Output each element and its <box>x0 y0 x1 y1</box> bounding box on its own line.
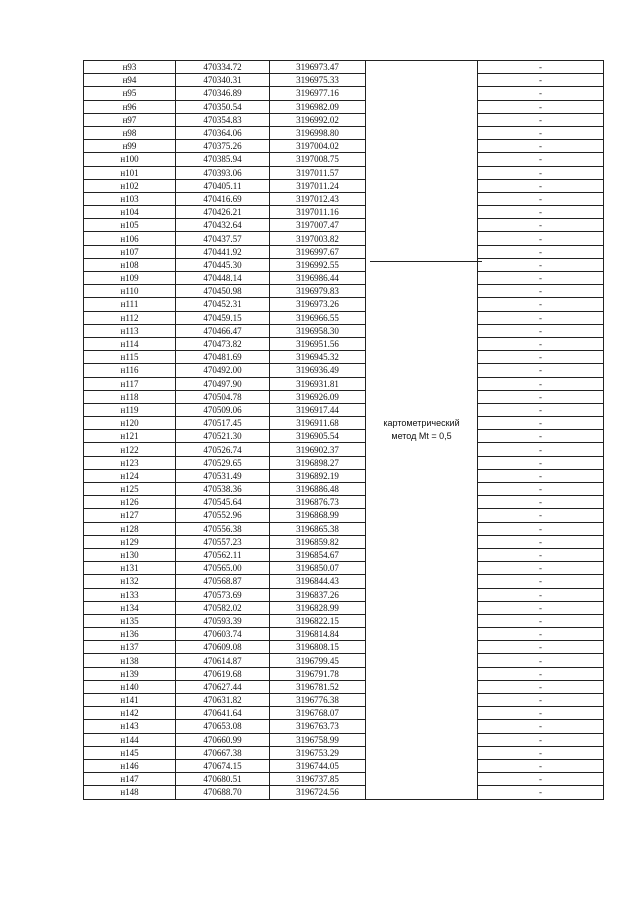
x-coordinate-cell: 470473.82 <box>176 337 270 350</box>
y-coordinate-cell: 3196799.45 <box>270 654 366 667</box>
x-coordinate-cell: 470573.69 <box>176 588 270 601</box>
point-number-cell: н124 <box>84 469 176 482</box>
description-cell: - <box>478 483 604 496</box>
y-coordinate-cell: 3196975.33 <box>270 74 366 87</box>
x-coordinate-cell: 470660.99 <box>176 733 270 746</box>
description-cell: - <box>478 667 604 680</box>
point-number-cell: н97 <box>84 113 176 126</box>
table-row <box>84 535 604 548</box>
y-coordinate-cell: 3196911.68 <box>270 417 366 430</box>
y-coordinate-cell: 3196808.15 <box>270 641 366 654</box>
y-coordinate-cell: 3196781.52 <box>270 680 366 693</box>
x-coordinate-cell: 470521.30 <box>176 430 270 443</box>
table-row <box>84 258 604 271</box>
description-cell: - <box>478 140 604 153</box>
x-coordinate-cell: 470459.15 <box>176 311 270 324</box>
description-cell: - <box>478 680 604 693</box>
point-number-cell: н148 <box>84 786 176 799</box>
point-number-cell: н93 <box>84 61 176 74</box>
x-coordinate-cell: 470437.57 <box>176 232 270 245</box>
description-cell: - <box>478 628 604 641</box>
table-row <box>84 707 604 720</box>
description-cell: - <box>478 707 604 720</box>
y-coordinate-cell: 3196966.55 <box>270 311 366 324</box>
y-coordinate-cell: 3196931.81 <box>270 377 366 390</box>
x-coordinate-cell: 470426.21 <box>176 206 270 219</box>
point-number-cell: н107 <box>84 245 176 258</box>
point-number-cell: н128 <box>84 522 176 535</box>
x-coordinate-cell: 470526.74 <box>176 443 270 456</box>
point-number-cell: н127 <box>84 509 176 522</box>
point-number-cell: н122 <box>84 443 176 456</box>
point-number-cell: н129 <box>84 535 176 548</box>
y-coordinate-cell: 3196917.44 <box>270 403 366 416</box>
x-coordinate-cell: 470448.14 <box>176 272 270 285</box>
x-coordinate-cell: 470385.94 <box>176 153 270 166</box>
x-coordinate-cell: 470557.23 <box>176 535 270 548</box>
table-row <box>84 245 604 258</box>
x-coordinate-cell: 470614.87 <box>176 654 270 667</box>
table-row <box>84 601 604 614</box>
table-row <box>84 74 604 87</box>
y-coordinate-cell: 3196744.05 <box>270 759 366 772</box>
description-cell: - <box>478 535 604 548</box>
y-coordinate-cell: 3196979.83 <box>270 285 366 298</box>
description-cell: - <box>478 285 604 298</box>
y-coordinate-cell: 3196936.49 <box>270 364 366 377</box>
x-coordinate-cell: 470346.89 <box>176 87 270 100</box>
table-row <box>84 417 604 430</box>
x-coordinate-cell: 470593.39 <box>176 614 270 627</box>
y-coordinate-cell: 3196892.19 <box>270 469 366 482</box>
table-row <box>84 562 604 575</box>
point-number-cell: н143 <box>84 720 176 733</box>
y-coordinate-cell: 3196886.48 <box>270 483 366 496</box>
table-row <box>84 786 604 799</box>
method-text-line: метод Mt = 0,5 <box>391 430 452 441</box>
point-number-cell: н118 <box>84 390 176 403</box>
point-number-cell: н126 <box>84 496 176 509</box>
y-coordinate-cell: 3196844.43 <box>270 575 366 588</box>
point-number-cell: н133 <box>84 588 176 601</box>
point-number-cell: н114 <box>84 337 176 350</box>
table-row <box>84 351 604 364</box>
point-number-cell: н145 <box>84 746 176 759</box>
description-cell: - <box>478 126 604 139</box>
table-row <box>84 720 604 733</box>
y-coordinate-cell: 3196997.67 <box>270 245 366 258</box>
x-coordinate-cell: 470432.64 <box>176 219 270 232</box>
x-coordinate-cell: 470552.96 <box>176 509 270 522</box>
description-cell: - <box>478 390 604 403</box>
table-row <box>84 100 604 113</box>
y-coordinate-cell: 3196998.80 <box>270 126 366 139</box>
x-coordinate-cell: 470538.36 <box>176 483 270 496</box>
point-number-cell: н104 <box>84 206 176 219</box>
point-number-cell: н112 <box>84 311 176 324</box>
point-number-cell: н131 <box>84 562 176 575</box>
y-coordinate-cell: 3196986.44 <box>270 272 366 285</box>
x-coordinate-cell: 470609.08 <box>176 641 270 654</box>
description-cell: - <box>478 311 604 324</box>
y-coordinate-cell: 3197011.16 <box>270 206 366 219</box>
table-row <box>84 680 604 693</box>
point-number-cell: н106 <box>84 232 176 245</box>
coordinates-table <box>83 60 604 800</box>
point-number-cell: н119 <box>84 403 176 416</box>
y-coordinate-cell: 3197011.57 <box>270 166 366 179</box>
point-number-cell: н123 <box>84 456 176 469</box>
table-row <box>84 522 604 535</box>
table-row <box>84 746 604 759</box>
y-coordinate-cell: 3196973.26 <box>270 298 366 311</box>
x-coordinate-cell: 470517.45 <box>176 417 270 430</box>
point-number-cell: н137 <box>84 641 176 654</box>
point-number-cell: н134 <box>84 601 176 614</box>
description-cell: - <box>478 654 604 667</box>
y-coordinate-cell: 3196977.16 <box>270 87 366 100</box>
table-row <box>84 126 604 139</box>
point-number-cell: н121 <box>84 430 176 443</box>
description-cell: - <box>478 575 604 588</box>
description-cell: - <box>478 509 604 522</box>
x-coordinate-cell: 470492.00 <box>176 364 270 377</box>
x-coordinate-cell: 470497.90 <box>176 377 270 390</box>
y-coordinate-cell: 3196898.27 <box>270 456 366 469</box>
description-cell: - <box>478 179 604 192</box>
table-row <box>84 443 604 456</box>
description-cell: - <box>478 87 604 100</box>
description-cell: - <box>478 694 604 707</box>
description-cell: - <box>478 258 604 271</box>
description-cell: - <box>478 245 604 258</box>
method-cell-divider <box>370 261 482 262</box>
table-row <box>84 192 604 205</box>
y-coordinate-cell: 3196850.07 <box>270 562 366 575</box>
point-number-cell: н109 <box>84 272 176 285</box>
table-row <box>84 496 604 509</box>
y-coordinate-cell: 3196859.82 <box>270 535 366 548</box>
point-number-cell: н113 <box>84 324 176 337</box>
x-coordinate-cell: 470568.87 <box>176 575 270 588</box>
table-row <box>84 232 604 245</box>
point-number-cell: н141 <box>84 694 176 707</box>
table-row <box>84 179 604 192</box>
point-number-cell: н125 <box>84 483 176 496</box>
x-coordinate-cell: 470466.47 <box>176 324 270 337</box>
description-cell: - <box>478 562 604 575</box>
x-coordinate-cell: 470619.68 <box>176 667 270 680</box>
description-cell: - <box>478 443 604 456</box>
y-coordinate-cell: 3196768.07 <box>270 707 366 720</box>
description-cell: - <box>478 337 604 350</box>
table-row <box>84 694 604 707</box>
description-cell: - <box>478 377 604 390</box>
x-coordinate-cell: 470680.51 <box>176 773 270 786</box>
description-cell: - <box>478 324 604 337</box>
table-row <box>84 654 604 667</box>
table-row <box>84 588 604 601</box>
y-coordinate-cell: 3197011.24 <box>270 179 366 192</box>
x-coordinate-cell: 470641.64 <box>176 707 270 720</box>
x-coordinate-cell: 470545.64 <box>176 496 270 509</box>
table-row <box>84 140 604 153</box>
y-coordinate-cell: 3196758.99 <box>270 733 366 746</box>
x-coordinate-cell: 470405.11 <box>176 179 270 192</box>
description-cell: - <box>478 469 604 482</box>
y-coordinate-cell: 3197008.75 <box>270 153 366 166</box>
table-row <box>84 311 604 324</box>
table-row <box>84 166 604 179</box>
x-coordinate-cell: 470452.31 <box>176 298 270 311</box>
x-coordinate-cell: 470450.98 <box>176 285 270 298</box>
point-number-cell: н105 <box>84 219 176 232</box>
table-row <box>84 641 604 654</box>
y-coordinate-cell: 3196902.37 <box>270 443 366 456</box>
table-row <box>84 628 604 641</box>
point-number-cell: н101 <box>84 166 176 179</box>
description-cell: - <box>478 298 604 311</box>
table-row <box>84 298 604 311</box>
table-row <box>84 390 604 403</box>
y-coordinate-cell: 3196814.84 <box>270 628 366 641</box>
point-number-cell: н96 <box>84 100 176 113</box>
y-coordinate-cell: 3196982.09 <box>270 100 366 113</box>
point-number-cell: н117 <box>84 377 176 390</box>
x-coordinate-cell: 470509.06 <box>176 403 270 416</box>
description-cell: - <box>478 746 604 759</box>
x-coordinate-cell: 470556.38 <box>176 522 270 535</box>
table-row <box>84 324 604 337</box>
point-number-cell: н115 <box>84 351 176 364</box>
table-row <box>84 113 604 126</box>
x-coordinate-cell: 470416.69 <box>176 192 270 205</box>
y-coordinate-cell: 3196737.85 <box>270 773 366 786</box>
method-text-line: картометрический <box>383 417 460 428</box>
table-row <box>84 759 604 772</box>
y-coordinate-cell: 3197007.47 <box>270 219 366 232</box>
x-coordinate-cell: 470603.74 <box>176 628 270 641</box>
table-row <box>84 377 604 390</box>
x-coordinate-cell: 470653.08 <box>176 720 270 733</box>
description-cell: - <box>478 548 604 561</box>
description-cell: - <box>478 219 604 232</box>
table-row <box>84 456 604 469</box>
y-coordinate-cell: 3197003.82 <box>270 232 366 245</box>
y-coordinate-cell: 3196951.56 <box>270 337 366 350</box>
y-coordinate-cell: 3196763.73 <box>270 720 366 733</box>
x-coordinate-cell: 470688.70 <box>176 786 270 799</box>
y-coordinate-cell: 3196926.09 <box>270 390 366 403</box>
table-row <box>84 206 604 219</box>
x-coordinate-cell: 470481.69 <box>176 351 270 364</box>
point-number-cell: н138 <box>84 654 176 667</box>
x-coordinate-cell: 470441.92 <box>176 245 270 258</box>
x-coordinate-cell: 470565.00 <box>176 562 270 575</box>
table-row <box>84 272 604 285</box>
point-number-cell: н130 <box>84 548 176 561</box>
x-coordinate-cell: 470350.54 <box>176 100 270 113</box>
x-coordinate-cell: 470375.26 <box>176 140 270 153</box>
y-coordinate-cell: 3196791.78 <box>270 667 366 680</box>
x-coordinate-cell: 470674.15 <box>176 759 270 772</box>
description-cell: - <box>478 588 604 601</box>
y-coordinate-cell: 3196865.38 <box>270 522 366 535</box>
table-row <box>84 403 604 416</box>
point-number-cell: н146 <box>84 759 176 772</box>
point-number-cell: н139 <box>84 667 176 680</box>
y-coordinate-cell: 3196992.55 <box>270 258 366 271</box>
table-row <box>84 483 604 496</box>
description-cell: - <box>478 601 604 614</box>
x-coordinate-cell: 470364.06 <box>176 126 270 139</box>
y-coordinate-cell: 3197012.43 <box>270 192 366 205</box>
x-coordinate-cell: 470667.38 <box>176 746 270 759</box>
table-row <box>84 469 604 482</box>
table-row <box>84 219 604 232</box>
y-coordinate-cell: 3196905.54 <box>270 430 366 443</box>
x-coordinate-cell: 470627.44 <box>176 680 270 693</box>
table-row <box>84 575 604 588</box>
coordinates-table-body <box>84 61 604 800</box>
method-cell <box>366 61 478 800</box>
point-number-cell: н132 <box>84 575 176 588</box>
point-number-cell: н108 <box>84 258 176 271</box>
point-number-cell: н95 <box>84 87 176 100</box>
description-cell: - <box>478 166 604 179</box>
table-row <box>84 733 604 746</box>
y-coordinate-cell: 3196876.73 <box>270 496 366 509</box>
x-coordinate-cell: 470582.02 <box>176 601 270 614</box>
description-cell: - <box>478 786 604 799</box>
point-number-cell: н103 <box>84 192 176 205</box>
point-number-cell: н94 <box>84 74 176 87</box>
y-coordinate-cell: 3196837.26 <box>270 588 366 601</box>
x-coordinate-cell: 470334.72 <box>176 61 270 74</box>
y-coordinate-cell: 3197004.02 <box>270 140 366 153</box>
y-coordinate-cell: 3196945.32 <box>270 351 366 364</box>
y-coordinate-cell: 3196828.99 <box>270 601 366 614</box>
description-cell: - <box>478 153 604 166</box>
table-row <box>84 509 604 522</box>
point-number-cell: н110 <box>84 285 176 298</box>
table-row <box>84 773 604 786</box>
table-row <box>84 430 604 443</box>
point-number-cell: н142 <box>84 707 176 720</box>
table-row <box>84 61 604 74</box>
description-cell: - <box>478 773 604 786</box>
description-cell: - <box>478 456 604 469</box>
x-coordinate-cell: 470531.49 <box>176 469 270 482</box>
x-coordinate-cell: 470393.06 <box>176 166 270 179</box>
table-row <box>84 614 604 627</box>
y-coordinate-cell: 3196776.38 <box>270 694 366 707</box>
description-cell: - <box>478 206 604 219</box>
description-cell: - <box>478 364 604 377</box>
description-cell: - <box>478 232 604 245</box>
x-coordinate-cell: 470354.83 <box>176 113 270 126</box>
table-row <box>84 337 604 350</box>
point-number-cell: н147 <box>84 773 176 786</box>
point-number-cell: н102 <box>84 179 176 192</box>
description-cell: - <box>478 351 604 364</box>
point-number-cell: н116 <box>84 364 176 377</box>
y-coordinate-cell: 3196724.56 <box>270 786 366 799</box>
x-coordinate-cell: 470504.78 <box>176 390 270 403</box>
y-coordinate-cell: 3196958.30 <box>270 324 366 337</box>
y-coordinate-cell: 3196868.99 <box>270 509 366 522</box>
x-coordinate-cell: 470562.11 <box>176 548 270 561</box>
point-number-cell: н111 <box>84 298 176 311</box>
x-coordinate-cell: 470445.30 <box>176 258 270 271</box>
description-cell: - <box>478 496 604 509</box>
point-number-cell: н136 <box>84 628 176 641</box>
description-cell: - <box>478 113 604 126</box>
description-cell: - <box>478 522 604 535</box>
y-coordinate-cell: 3196973.47 <box>270 61 366 74</box>
description-cell: - <box>478 417 604 430</box>
y-coordinate-cell: 3196822.15 <box>270 614 366 627</box>
description-cell: - <box>478 430 604 443</box>
point-number-cell: н98 <box>84 126 176 139</box>
y-coordinate-cell: 3196753.29 <box>270 746 366 759</box>
description-cell: - <box>478 100 604 113</box>
point-number-cell: н99 <box>84 140 176 153</box>
point-number-cell: н140 <box>84 680 176 693</box>
description-cell: - <box>478 614 604 627</box>
description-cell: - <box>478 403 604 416</box>
table-row <box>84 364 604 377</box>
y-coordinate-cell: 3196992.02 <box>270 113 366 126</box>
description-cell: - <box>478 74 604 87</box>
table-row <box>84 87 604 100</box>
description-cell: - <box>478 720 604 733</box>
x-coordinate-cell: 470340.31 <box>176 74 270 87</box>
point-number-cell: н144 <box>84 733 176 746</box>
table-row <box>84 548 604 561</box>
point-number-cell: н100 <box>84 153 176 166</box>
description-cell: - <box>478 641 604 654</box>
description-cell: - <box>478 733 604 746</box>
table-row <box>84 285 604 298</box>
description-cell: - <box>478 192 604 205</box>
description-cell: - <box>478 759 604 772</box>
point-number-cell: н135 <box>84 614 176 627</box>
x-coordinate-cell: 470529.65 <box>176 456 270 469</box>
y-coordinate-cell: 3196854.67 <box>270 548 366 561</box>
table-row <box>84 667 604 680</box>
description-cell: - <box>478 61 604 74</box>
description-cell: - <box>478 272 604 285</box>
point-number-cell: н120 <box>84 417 176 430</box>
x-coordinate-cell: 470631.82 <box>176 694 270 707</box>
table-row <box>84 153 604 166</box>
